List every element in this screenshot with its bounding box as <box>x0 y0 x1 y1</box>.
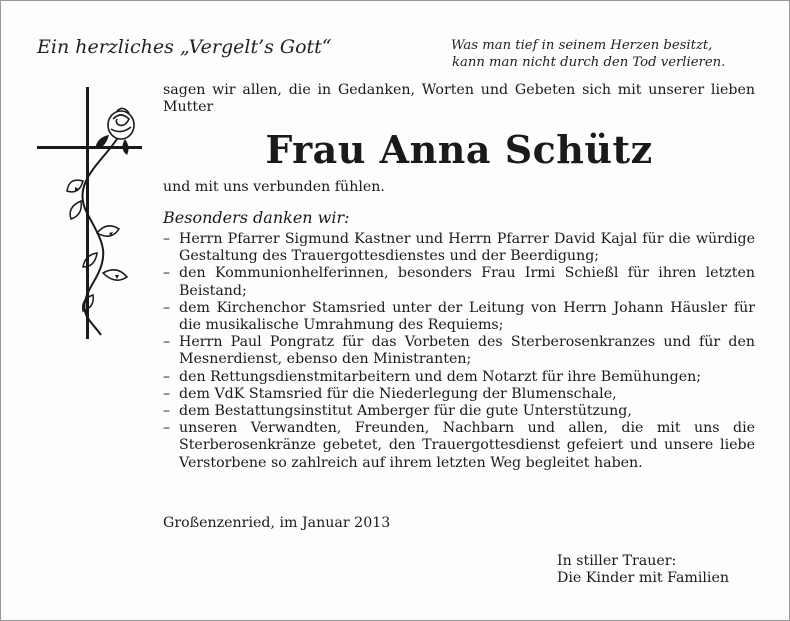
list-item: – unseren Verwandten, Freunden, Nachbarn und allen, die mit uns die Sterberosenkränze gebetet, den Trauergottesdienst gefeiert und unsere liebe Verstorbene so zahlreich auf ihrem letzten Weg begleitet haben. <box>163 420 755 472</box>
place-date: Großenzenried, im Januar 2013 <box>163 515 391 531</box>
quote-line-2: kann man nicht durch den Tod verlieren. <box>452 55 726 70</box>
special-thanks-heading: Besonders danken wir: <box>163 208 350 227</box>
list-item: – Herrn Paul Pongratz für das Vorbeten des Sterberosenkranzes und für den Mesnerdienst, ebenso den Ministranten; <box>163 334 755 368</box>
connected-text: und mit uns verbunden fühlen. <box>163 179 385 195</box>
thanks-list <box>163 231 755 472</box>
intro-text: sagen wir allen, die in Gedanken, Worten und Gebeten sich mit unserer lieben Mutter <box>163 82 755 115</box>
mourning-signature <box>557 553 729 587</box>
list-item: – dem Kirchenchor Stamsried unter der Leitung von Herrn Johann Häusler für die musikalische Umrahmung des Requiems; <box>163 300 755 334</box>
list-item: – dem Bestattungsinstitut Amberger für die gute Unterstützung, <box>163 403 755 420</box>
list-item: – den Rettungsdienstmitarbeitern und dem Notarzt für ihre Bemühungen; <box>163 369 755 386</box>
thanks-heading-title: Ein herzliches „Vergelt’s Gott“ <box>37 36 332 58</box>
list-item: – den Kommunionhelferinnen, besonders Frau Irmi Schießl für ihren letzten Beistand; <box>163 265 755 299</box>
list-item: – dem VdK Stamsried für die Niederlegung der Blumenschale, <box>163 386 755 403</box>
memorial-quote <box>451 37 756 71</box>
quote-line-1: Was man tief in seinem Herzen besitzt, <box>451 38 713 53</box>
mourning-line-2: Die Kinder mit Familien <box>557 570 730 586</box>
list-item: – Herrn Pfarrer Sigmund Kastner und Herrn Pfarrer David Kajal für die würdige Gestaltung des Trauergottesdienstes und der Beerdigung; <box>163 231 755 265</box>
mourning-line-1: In stiller Trauer: <box>557 553 677 569</box>
cross-with-rose-icon <box>31 83 161 343</box>
deceased-name: Frau Anna Schütz <box>265 127 653 172</box>
